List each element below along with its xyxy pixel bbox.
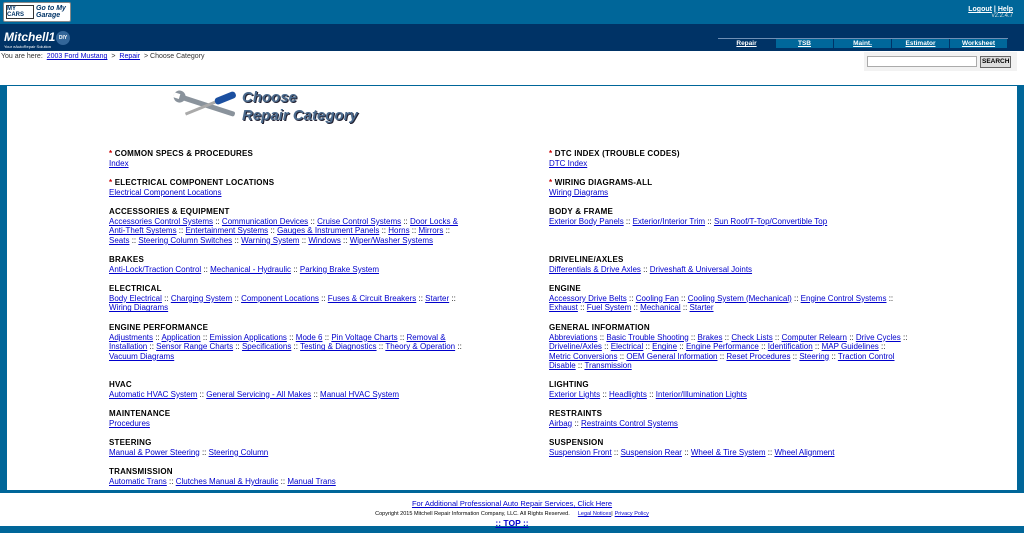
category-title: HVAC: [109, 380, 132, 389]
category-title: TRANSMISSION: [109, 467, 173, 476]
category-link[interactable]: Automatic Trans: [109, 476, 167, 486]
category-section: BRAKES Anti-Lock/Traction Control :: Mechanical - Hydraulic :: Parking Brake System: [109, 255, 469, 274]
category-link[interactable]: Check Lists: [731, 332, 773, 342]
mitchell1-logo: Mitchell1 Your eAutoRepair Solution: [4, 30, 56, 49]
category-link[interactable]: Wheel Alignment: [774, 447, 835, 457]
page-title: Choose Repair Category: [242, 89, 358, 124]
category-section: DRIVELINE/AXLES Differentials & Drive Axles :: Driveshaft & Universal Joints: [549, 255, 909, 274]
category-title: BODY & FRAME: [549, 207, 614, 216]
category-link[interactable]: Manual HVAC System: [320, 389, 400, 399]
category-title: SUSPENSION: [549, 438, 604, 447]
category-title: ACCESSORIES & EQUIPMENT: [109, 207, 230, 216]
category-link[interactable]: Mode 6: [295, 332, 323, 342]
diy-badge: DIY: [56, 31, 70, 45]
category-link[interactable]: Application: [161, 332, 201, 342]
category-link[interactable]: Body Electrical: [109, 293, 162, 303]
category-link[interactable]: Pin Voltage Charts: [331, 332, 398, 342]
category-link[interactable]: Specifications: [241, 342, 292, 352]
category-link[interactable]: Exhaust: [549, 303, 578, 313]
top-link[interactable]: :: TOP ::: [495, 518, 529, 528]
category-section: TRANSMISSION Automatic Trans :: Clutches Manual & Hydraulic :: Manual Trans: [109, 467, 469, 486]
category-link[interactable]: Warning System: [241, 235, 300, 245]
star-marker: *: [109, 149, 115, 158]
go-to-my-garage-button[interactable]: [3, 2, 71, 22]
category-link[interactable]: Fuses & Circuit Breakers: [327, 293, 417, 303]
category-link[interactable]: Wiper/Washer Systems: [349, 235, 433, 245]
category-link[interactable]: Restraints Control Systems: [581, 418, 678, 428]
category-link[interactable]: Windows: [308, 235, 341, 245]
category-link[interactable]: Traction Control Disable: [549, 351, 895, 371]
category-link[interactable]: Fuel System: [586, 303, 632, 313]
category-section: [549, 149, 909, 168]
category-link[interactable]: Door Locks & Anti-Theft Systems: [109, 216, 459, 236]
category-link[interactable]: MAP Guidelines: [821, 342, 879, 352]
search-box: [864, 52, 1017, 71]
category-link[interactable]: Abbreviations: [549, 332, 598, 342]
category-link[interactable]: Driveline/Axles: [549, 342, 602, 352]
category-link[interactable]: Clutches Manual & Hydraulic: [175, 476, 279, 486]
account-links: Logout | Help v2.2.4.7: [968, 6, 1013, 19]
wrench-screwdriver-icon: [172, 86, 242, 126]
category-title: DRIVELINE/AXLES: [549, 255, 624, 264]
category-link[interactable]: Sun Roof/T-Top/Convertible Top: [713, 216, 828, 226]
category-link[interactable]: Steering: [799, 351, 830, 361]
category-section: [549, 178, 909, 197]
category-link[interactable]: Differentials & Drive Axles: [549, 264, 641, 274]
category-link[interactable]: Procedures: [109, 418, 150, 428]
category-section: HVAC Automatic HVAC System :: General Servicing - All Makes :: Manual HVAC System: [109, 380, 469, 399]
license-plate-icon: MY CARS: [6, 5, 34, 19]
category-link[interactable]: Engine Performance: [685, 342, 759, 352]
legal-notices-link[interactable]: Legal Notices: [577, 511, 612, 517]
category-section: BODY & FRAME Exterior Body Panels :: Exterior/Interior Trim :: Sun Roof/T-Top/Convertible Top: [549, 207, 909, 226]
category-link[interactable]: Mechanical: [640, 303, 681, 313]
category-title: LIGHTING: [549, 380, 589, 389]
version: v2.2.4.7: [991, 13, 1013, 19]
category-section: ACCESSORIES & EQUIPMENT Accessories Control Systems :: Communication Devices :: Cruise Control Systems :: Door Locks & Anti-Theft Systems :: Entertainment Systems :: Gauges & Instrument Panels :: Horns :: Mirrors :: Seats :: Steering Column Switches :: Warning System :: Windows :: Wiper/Washer Systems: [109, 207, 469, 245]
category-link[interactable]: Communication Devices: [221, 216, 309, 226]
category-link[interactable]: Driveshaft & Universal Joints: [649, 264, 753, 274]
category-link[interactable]: Wheel & Tire System: [690, 447, 766, 457]
category-link[interactable]: Wiring Diagrams: [109, 303, 169, 313]
category-section: ELECTRICAL Body Electrical :: Charging System :: Component Locations :: Fuses & Circuit Breakers :: Starter :: Wiring Diagrams: [109, 284, 469, 313]
category-link[interactable]: Transmission: [584, 361, 632, 371]
copyright: Copyright 2015 Mitchell Repair Information Company, LLC. All Rights Reserved.: [375, 511, 570, 517]
category-link[interactable]: Airbag: [549, 418, 573, 428]
category-link[interactable]: Wiring Diagrams: [549, 187, 609, 197]
category-link[interactable]: Cruise Control Systems: [317, 216, 402, 226]
breadcrumb: You are here: 2003 Ford Mustang > Repair > Choose Category: [1, 53, 205, 60]
tab-repair[interactable]: Repair: [718, 39, 776, 48]
category-link[interactable]: Mechanical - Hydraulic: [210, 264, 291, 274]
category-link[interactable]: Basic Trouble Shooting: [606, 332, 689, 342]
privacy-policy-link[interactable]: Privacy Policy: [614, 511, 649, 517]
category-link[interactable]: DTC Index: [549, 158, 588, 168]
category-link[interactable]: Exterior Body Panels: [549, 216, 624, 226]
category-link[interactable]: Accessory Drive Belts: [549, 293, 627, 303]
star-marker: *: [109, 178, 115, 187]
category-section: STEERING Manual & Power Steering :: Steering Column: [109, 438, 469, 457]
breadcrumb-current: Choose Category: [150, 53, 205, 60]
category-section: [109, 149, 469, 168]
category-link[interactable]: Seats: [109, 235, 130, 245]
category-title: ELECTRICAL: [109, 284, 162, 293]
category-link[interactable]: Starter: [689, 303, 714, 313]
category-link[interactable]: Exterior Lights: [549, 389, 601, 399]
category-link[interactable]: Accessories Control Systems: [109, 216, 214, 226]
search-button[interactable]: SEARCH: [980, 56, 1011, 68]
category-section: ENGINE PERFORMANCE Adjustments :: Application :: Emission Applications :: Mode 6 :: Pin Voltage Charts :: Removal & Installation :: Sensor Range Charts :: Specifications :: Testing & Diagnostics :: Theory & Operation :: Vacuum Diagrams: [109, 323, 469, 361]
garage-label: Go to My Garage: [36, 5, 66, 19]
category-section: LIGHTING Exterior Lights :: Headlights :: Interior/Illumination Lights: [549, 380, 909, 399]
category-title: * WIRING DIAGRAMS-ALL: [549, 178, 653, 187]
category-link[interactable]: Computer Relearn: [781, 332, 847, 342]
footer: For Additional Professional Auto Repair Services, Click Here Copyright 2015 Mitchell Repair Information Company, LLC. All Rights Reserved. Legal Notices| Privacy Policy :: TOP ::: [0, 493, 1024, 526]
category-link[interactable]: Anti-Lock/Traction Control: [109, 264, 202, 274]
category-link[interactable]: Component Locations: [241, 293, 319, 303]
category-title: * ELECTRICAL COMPONENT LOCATIONS: [109, 178, 275, 187]
category-link[interactable]: Steering Column Switches: [138, 235, 233, 245]
tab-tsb[interactable]: TSB: [776, 39, 834, 48]
star-marker: *: [549, 178, 555, 187]
category-title: GENERAL INFORMATION: [549, 323, 650, 332]
category-link[interactable]: Testing & Diagnostics: [300, 342, 377, 352]
category-link[interactable]: Charging System: [170, 293, 233, 303]
category-link[interactable]: Vacuum Diagrams: [109, 351, 175, 361]
category-link[interactable]: Entertainment Systems: [185, 226, 269, 236]
category-section: [109, 178, 469, 197]
category-link[interactable]: Electrical Component Locations: [109, 187, 222, 197]
category-link[interactable]: Suspension Rear: [620, 447, 682, 457]
category-link[interactable]: Exterior/Interior Trim: [632, 216, 706, 226]
category-link[interactable]: Interior/Illumination Lights: [655, 389, 747, 399]
breadcrumb-vehicle[interactable]: 2003 Ford Mustang: [46, 53, 108, 60]
tab-worksheet[interactable]: Worksheet: [950, 39, 1008, 48]
category-link[interactable]: Index: [109, 158, 129, 168]
category-link[interactable]: General Servicing - All Makes: [206, 389, 312, 399]
category-link[interactable]: Removal & Installation: [109, 332, 446, 352]
category-link[interactable]: Manual Trans: [287, 476, 336, 486]
category-link[interactable]: Brakes: [697, 332, 723, 342]
category-link[interactable]: Metric Conversions: [549, 351, 618, 361]
category-link[interactable]: Parking Brake System: [299, 264, 380, 274]
category-link[interactable]: Adjustments: [109, 332, 154, 342]
category-link[interactable]: Automatic HVAC System: [109, 389, 198, 399]
category-link[interactable]: Engine: [652, 342, 678, 352]
category-link[interactable]: Drive Cycles: [855, 332, 901, 342]
category-title: * DTC INDEX (TROUBLE CODES): [549, 149, 680, 158]
category-title: MAINTENANCE: [109, 409, 171, 418]
category-title: RESTRAINTS: [549, 409, 603, 418]
breadcrumb-repair[interactable]: Repair: [119, 53, 141, 60]
category-link[interactable]: Gauges & Instrument Panels: [277, 226, 380, 236]
category-link[interactable]: Starter: [425, 293, 450, 303]
category-title: BRAKES: [109, 255, 144, 264]
category-link[interactable]: Steering Column: [208, 447, 269, 457]
category-link[interactable]: Sensor Range Charts: [156, 342, 234, 352]
star-marker: *: [549, 149, 555, 158]
logout-link[interactable]: Logout: [968, 6, 992, 13]
category-title: STEERING: [109, 438, 152, 447]
tab-maint[interactable]: Maint.: [834, 39, 892, 48]
professional-services-link[interactable]: For Additional Professional Auto Repair Services, Click Here: [411, 499, 613, 508]
category-link[interactable]: Theory & Operation: [385, 342, 456, 352]
category-link[interactable]: Emission Applications: [209, 332, 287, 342]
category-link[interactable]: Cooling Fan: [635, 293, 679, 303]
category-section: [109, 409, 469, 428]
category-title: * COMMON SPECS & PROCEDURES: [109, 149, 254, 158]
category-title: ENGINE: [549, 284, 581, 293]
breadcrumb-bar: [0, 51, 1024, 85]
category-title: ENGINE PERFORMANCE: [109, 323, 209, 332]
category-link[interactable]: Horns: [388, 226, 410, 236]
category-link[interactable]: Manual & Power Steering: [109, 447, 200, 457]
category-section: RESTRAINTS Airbag :: Restraints Control Systems: [549, 409, 909, 428]
search-input[interactable]: [867, 56, 977, 67]
main-tabs: [718, 38, 1008, 48]
top-bar: [0, 0, 1024, 24]
breadcrumb-prefix: You are here:: [1, 53, 43, 60]
category-link[interactable]: Reset Procedures: [726, 351, 791, 361]
category-section: GENERAL INFORMATION Abbreviations :: Basic Trouble Shooting :: Brakes :: Check Lists :: Computer Relearn :: Drive Cycles :: Driveline/Axles :: Electrical :: Engine :: Engine Performance :: Identification :: MAP Guidelines :: Metric Conversions :: OEM General Information :: Reset Procedures :: Steering :: Traction Control Disable :: Transmission: [549, 323, 908, 371]
category-link[interactable]: Identification: [767, 342, 813, 352]
category-link[interactable]: OEM General Information: [626, 351, 718, 361]
category-link[interactable]: Mirrors: [418, 226, 444, 236]
category-link[interactable]: Engine Control Systems: [800, 293, 887, 303]
category-section: ENGINE Accessory Drive Belts :: Cooling Fan :: Cooling System (Mechanical) :: Engine Control Systems :: Exhaust :: Fuel System :: Mechanical :: Starter: [549, 284, 909, 313]
tab-estimator[interactable]: Estimator: [892, 39, 950, 48]
category-link[interactable]: Headlights: [609, 389, 647, 399]
category-section: SUSPENSION Suspension Front :: Suspension Rear :: Wheel & Tire System :: Wheel Alignment: [549, 438, 909, 457]
category-link[interactable]: Cooling System (Mechanical): [687, 293, 792, 303]
help-link[interactable]: Help: [997, 6, 1013, 13]
category-link[interactable]: Electrical: [610, 342, 644, 352]
category-link[interactable]: Suspension Front: [549, 447, 612, 457]
